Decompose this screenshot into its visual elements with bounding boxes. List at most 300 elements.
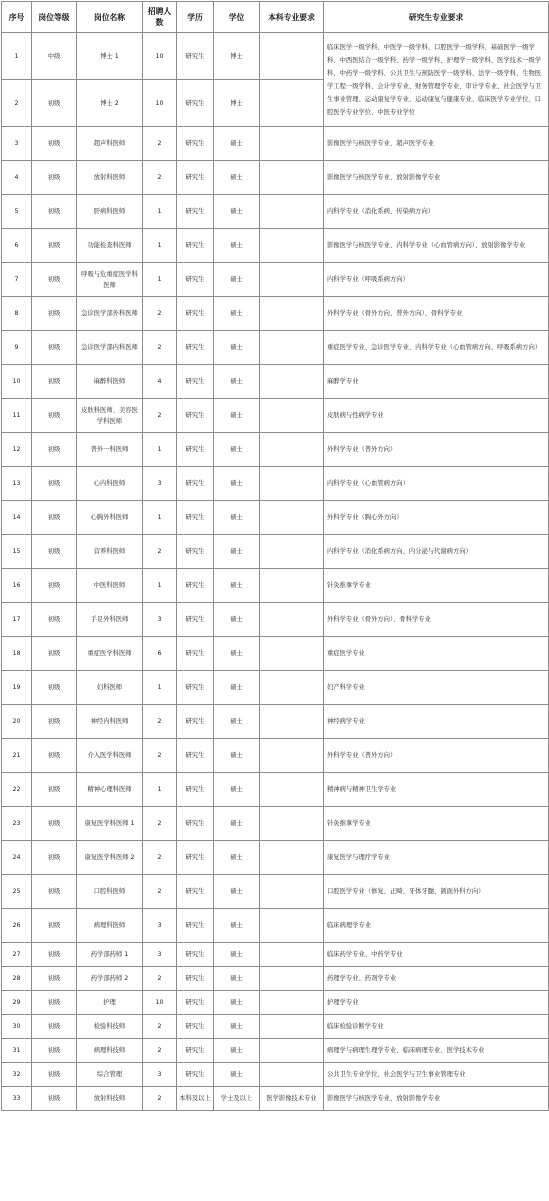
cell-grad-major: 护理学专业 (324, 991, 549, 1015)
cell-no: 33 (2, 1087, 32, 1111)
cell-undergrad-major (260, 297, 324, 331)
cell-level: 初级 (32, 263, 77, 297)
cell-level: 初级 (32, 467, 77, 501)
cell-count: 1 (143, 773, 177, 807)
cell-level: 初级 (32, 331, 77, 365)
cell-undergrad-major (260, 1039, 324, 1063)
cell-undergrad-major (260, 501, 324, 535)
cell-degree: 硕士 (214, 637, 260, 671)
cell-education: 研究生 (177, 875, 214, 909)
cell-no: 9 (2, 331, 32, 365)
table-row (2, 331, 549, 365)
cell-position: 妇科医师 (77, 671, 143, 705)
cell-count: 1 (143, 501, 177, 535)
cell-no: 17 (2, 603, 32, 637)
cell-undergrad-major (260, 603, 324, 637)
table-row (2, 535, 549, 569)
cell-no: 1 (2, 33, 32, 80)
cell-grad-major: 内科学专业（呼吸系病方向） (324, 263, 549, 297)
table-row (2, 807, 549, 841)
cell-education: 研究生 (177, 841, 214, 875)
table-row (2, 365, 549, 399)
table-row (2, 263, 549, 297)
cell-grad-major: 临床检验诊断学专业 (324, 1015, 549, 1039)
cell-grad-major: 精神病与精神卫生学专业 (324, 773, 549, 807)
cell-level: 初级 (32, 875, 77, 909)
cell-count: 10 (143, 80, 177, 127)
cell-no: 20 (2, 705, 32, 739)
cell-degree: 硕士 (214, 263, 260, 297)
cell-count: 1 (143, 569, 177, 603)
cell-undergrad-major: 医学影像技术专业 (260, 1087, 324, 1111)
cell-education: 研究生 (177, 80, 214, 127)
cell-education: 研究生 (177, 671, 214, 705)
cell-no: 22 (2, 773, 32, 807)
cell-count: 2 (143, 297, 177, 331)
cell-count: 2 (143, 399, 177, 433)
cell-count: 6 (143, 637, 177, 671)
cell-no: 28 (2, 967, 32, 991)
cell-grad-major: 影像医学与核医学专业、放射影像学专业 (324, 161, 549, 195)
cell-grad-major: 皮肤病与性病学专业 (324, 399, 549, 433)
cell-education: 研究生 (177, 229, 214, 263)
cell-education: 研究生 (177, 1039, 214, 1063)
cell-grad-major: 外科学专业（骨外方向、普外方向）、骨科学专业 (324, 297, 549, 331)
cell-position: 功能检查科医师 (77, 229, 143, 263)
cell-education: 研究生 (177, 1063, 214, 1087)
cell-grad-major: 影像医学与核医学专业、内科学专业（心血管病方向）、放射影像学专业 (324, 229, 549, 263)
cell-undergrad-major (260, 195, 324, 229)
table-row (2, 705, 549, 739)
cell-position: 肝病科医师 (77, 195, 143, 229)
cell-level: 初级 (32, 433, 77, 467)
cell-degree: 硕士 (214, 501, 260, 535)
header-no: 序号 (2, 2, 32, 33)
table-row (2, 467, 549, 501)
cell-level: 初级 (32, 161, 77, 195)
cell-count: 2 (143, 807, 177, 841)
cell-degree: 硕士 (214, 705, 260, 739)
cell-degree: 硕士 (214, 909, 260, 943)
table-row (2, 569, 549, 603)
cell-no: 18 (2, 637, 32, 671)
cell-undergrad-major (260, 637, 324, 671)
cell-education: 研究生 (177, 773, 214, 807)
cell-grad-major: 公共卫生专业学位、社会医学与卫生事业管理专业 (324, 1063, 549, 1087)
cell-level: 初级 (32, 80, 77, 127)
cell-position: 病理科医师 (77, 909, 143, 943)
cell-education: 研究生 (177, 433, 214, 467)
cell-education: 研究生 (177, 535, 214, 569)
cell-degree: 硕士 (214, 569, 260, 603)
table-row (2, 195, 549, 229)
cell-level: 初级 (32, 365, 77, 399)
cell-undergrad-major (260, 467, 324, 501)
cell-degree: 硕士 (214, 991, 260, 1015)
cell-grad-major: 病理学与病理生理学专业、临床病理专业、医学技术专业 (324, 1039, 549, 1063)
table-row (2, 967, 549, 991)
cell-grad-major: 临床病理学专业 (324, 909, 549, 943)
cell-education: 研究生 (177, 909, 214, 943)
table-row (2, 943, 549, 967)
cell-level: 初级 (32, 967, 77, 991)
cell-no: 26 (2, 909, 32, 943)
cell-position: 放射科技师 (77, 1087, 143, 1111)
cell-undergrad-major (260, 773, 324, 807)
cell-degree: 硕士 (214, 1039, 260, 1063)
cell-undergrad-major (260, 909, 324, 943)
table-row (2, 1063, 549, 1087)
cell-count: 3 (143, 467, 177, 501)
cell-level: 初级 (32, 399, 77, 433)
cell-grad-major: 麻醉学专业 (324, 365, 549, 399)
cell-no: 23 (2, 807, 32, 841)
cell-count: 10 (143, 991, 177, 1015)
table-row (2, 773, 549, 807)
cell-count: 2 (143, 1015, 177, 1039)
cell-no: 7 (2, 263, 32, 297)
cell-no: 4 (2, 161, 32, 195)
cell-count: 4 (143, 365, 177, 399)
cell-position: 药学部药师 1 (77, 943, 143, 967)
table-row (2, 739, 549, 773)
cell-position: 康复医学科医师 1 (77, 807, 143, 841)
cell-undergrad-major (260, 80, 324, 127)
recruitment-table (1, 1, 549, 1111)
cell-undergrad-major (260, 331, 324, 365)
cell-grad-major-phd: 临床医学一级学科、中医学一级学科、口腔医学一级学科、基础医学一级学科、中西医结合一级学科、药学一级学科、护理学一级学科、医学技术一级学科、中药学一级学科、公共卫生与预防医学一级学科、法学一级学科、生物医学工程一级学科、会计学专业、财务管理学专业、审计学专业、社会医学与卫生事业管理、运动康复学专业、运动康复与健康专业、临床医学专业学位、口腔医学专业学位、中医专业学位 (324, 33, 549, 127)
cell-level: 中级 (32, 33, 77, 80)
cell-position: 康复医学科医师 2 (77, 841, 143, 875)
cell-position: 精神心理科医师 (77, 773, 143, 807)
cell-grad-major: 外科学专业（普外方向） (324, 739, 549, 773)
cell-level: 初级 (32, 671, 77, 705)
cell-level: 初级 (32, 807, 77, 841)
cell-count: 1 (143, 671, 177, 705)
cell-no: 5 (2, 195, 32, 229)
cell-level: 初级 (32, 637, 77, 671)
cell-level: 初级 (32, 297, 77, 331)
cell-position: 神经内科医师 (77, 705, 143, 739)
table-row (2, 399, 549, 433)
cell-degree: 硕士 (214, 127, 260, 161)
cell-grad-major: 外科学专业（骨外方向）、骨科学专业 (324, 603, 549, 637)
cell-position: 综合管理 (77, 1063, 143, 1087)
header-grad-major: 研究生专业要求 (324, 2, 549, 33)
cell-position: 放射科医师 (77, 161, 143, 195)
cell-no: 29 (2, 991, 32, 1015)
cell-undergrad-major (260, 263, 324, 297)
cell-undergrad-major (260, 875, 324, 909)
cell-grad-major: 口腔医学专业（修复、正畸、牙体牙髓、颌面外科方向） (324, 875, 549, 909)
cell-position: 急诊医学部外科医师 (77, 297, 143, 331)
cell-degree: 硕士 (214, 967, 260, 991)
cell-position: 呼吸与危重症医学科医师 (77, 263, 143, 297)
cell-education: 研究生 (177, 739, 214, 773)
cell-degree: 硕士 (214, 1015, 260, 1039)
cell-degree: 学士及以上 (214, 1087, 260, 1111)
cell-degree: 硕士 (214, 773, 260, 807)
cell-position: 护理 (77, 991, 143, 1015)
cell-undergrad-major (260, 841, 324, 875)
cell-undergrad-major (260, 991, 324, 1015)
cell-undergrad-major (260, 569, 324, 603)
cell-no: 14 (2, 501, 32, 535)
cell-degree: 硕士 (214, 467, 260, 501)
cell-level: 初级 (32, 603, 77, 637)
cell-level: 初级 (32, 1015, 77, 1039)
cell-undergrad-major (260, 967, 324, 991)
cell-education: 研究生 (177, 1015, 214, 1039)
cell-grad-major: 重症医学专业、急诊医学专业、内科学专业（心血管病方向、呼吸系病方向） (324, 331, 549, 365)
cell-education: 研究生 (177, 637, 214, 671)
cell-undergrad-major (260, 807, 324, 841)
cell-grad-major: 药理学专业、药剂学专业 (324, 967, 549, 991)
cell-no: 15 (2, 535, 32, 569)
cell-count: 1 (143, 263, 177, 297)
table-row (2, 671, 549, 705)
cell-education: 研究生 (177, 195, 214, 229)
cell-level: 初级 (32, 705, 77, 739)
cell-undergrad-major (260, 671, 324, 705)
cell-education: 研究生 (177, 331, 214, 365)
cell-education: 研究生 (177, 467, 214, 501)
cell-education: 研究生 (177, 297, 214, 331)
cell-position: 营养科医师 (77, 535, 143, 569)
cell-undergrad-major (260, 1063, 324, 1087)
cell-grad-major: 外科学专业（普外方向） (324, 433, 549, 467)
cell-undergrad-major (260, 365, 324, 399)
cell-undergrad-major (260, 739, 324, 773)
cell-no: 13 (2, 467, 32, 501)
cell-degree: 硕士 (214, 433, 260, 467)
cell-undergrad-major (260, 161, 324, 195)
cell-count: 2 (143, 967, 177, 991)
cell-undergrad-major (260, 705, 324, 739)
cell-degree: 硕士 (214, 1063, 260, 1087)
cell-position: 检验科技师 (77, 1015, 143, 1039)
cell-level: 初级 (32, 1087, 77, 1111)
cell-degree: 硕士 (214, 331, 260, 365)
table-body (2, 33, 549, 1111)
cell-education: 研究生 (177, 807, 214, 841)
table-row (2, 909, 549, 943)
cell-degree: 硕士 (214, 841, 260, 875)
cell-level: 初级 (32, 773, 77, 807)
cell-position: 超声科医师 (77, 127, 143, 161)
cell-undergrad-major (260, 33, 324, 80)
header-count: 招聘人数 (143, 2, 177, 33)
cell-no: 12 (2, 433, 32, 467)
cell-no: 19 (2, 671, 32, 705)
cell-position: 普外一科医师 (77, 433, 143, 467)
table-row (2, 1015, 549, 1039)
cell-education: 本科及以上 (177, 1087, 214, 1111)
cell-degree: 硕士 (214, 535, 260, 569)
cell-undergrad-major (260, 433, 324, 467)
table-row (2, 161, 549, 195)
cell-position: 病理科技师 (77, 1039, 143, 1063)
cell-count: 1 (143, 195, 177, 229)
cell-no: 3 (2, 127, 32, 161)
table-row (2, 229, 549, 263)
cell-education: 研究生 (177, 991, 214, 1015)
cell-degree: 硕士 (214, 399, 260, 433)
table-header-row (2, 2, 549, 33)
cell-no: 2 (2, 80, 32, 127)
table-row (2, 875, 549, 909)
cell-grad-major: 内科学专业（心血管病方向） (324, 467, 549, 501)
cell-education: 研究生 (177, 569, 214, 603)
table-row (2, 1039, 549, 1063)
cell-grad-major: 内科学专业（消化系病、传染病方向） (324, 195, 549, 229)
cell-grad-major: 针灸推拿学专业 (324, 569, 549, 603)
cell-count: 2 (143, 875, 177, 909)
cell-position: 中医科医师 (77, 569, 143, 603)
cell-education: 研究生 (177, 161, 214, 195)
cell-degree: 硕士 (214, 229, 260, 263)
cell-degree: 硕士 (214, 365, 260, 399)
cell-degree: 硕士 (214, 943, 260, 967)
cell-level: 初级 (32, 1039, 77, 1063)
cell-count: 2 (143, 161, 177, 195)
cell-count: 2 (143, 1039, 177, 1063)
cell-education: 研究生 (177, 603, 214, 637)
cell-no: 8 (2, 297, 32, 331)
cell-no: 24 (2, 841, 32, 875)
cell-degree: 硕士 (214, 671, 260, 705)
cell-count: 1 (143, 229, 177, 263)
table-row (2, 297, 549, 331)
cell-degree: 博士 (214, 80, 260, 127)
table-row (2, 841, 549, 875)
cell-no: 27 (2, 943, 32, 967)
cell-undergrad-major (260, 535, 324, 569)
header-education: 学历 (177, 2, 214, 33)
cell-degree: 硕士 (214, 195, 260, 229)
cell-no: 16 (2, 569, 32, 603)
cell-count: 3 (143, 909, 177, 943)
cell-position: 重症医学科医师 (77, 637, 143, 671)
cell-education: 研究生 (177, 365, 214, 399)
cell-education: 研究生 (177, 263, 214, 297)
cell-position: 麻醉科医师 (77, 365, 143, 399)
cell-level: 初级 (32, 127, 77, 161)
cell-count: 2 (143, 1087, 177, 1111)
cell-undergrad-major (260, 943, 324, 967)
cell-degree: 博士 (214, 33, 260, 80)
cell-level: 初级 (32, 909, 77, 943)
table-row (2, 433, 549, 467)
cell-grad-major: 妇产科学专业 (324, 671, 549, 705)
table-row (2, 127, 549, 161)
cell-education: 研究生 (177, 501, 214, 535)
cell-education: 研究生 (177, 967, 214, 991)
cell-position: 口腔科医师 (77, 875, 143, 909)
cell-count: 10 (143, 33, 177, 80)
cell-level: 初级 (32, 535, 77, 569)
cell-education: 研究生 (177, 399, 214, 433)
header-level: 岗位等级 (32, 2, 77, 33)
cell-level: 初级 (32, 569, 77, 603)
cell-degree: 硕士 (214, 297, 260, 331)
cell-undergrad-major (260, 399, 324, 433)
cell-undergrad-major (260, 229, 324, 263)
cell-no: 31 (2, 1039, 32, 1063)
cell-count: 3 (143, 603, 177, 637)
cell-level: 初级 (32, 991, 77, 1015)
cell-undergrad-major (260, 1015, 324, 1039)
cell-level: 初级 (32, 739, 77, 773)
header-degree: 学位 (214, 2, 260, 33)
cell-education: 研究生 (177, 127, 214, 161)
cell-position: 皮肤科医师、美容医学科医师 (77, 399, 143, 433)
cell-no: 11 (2, 399, 32, 433)
cell-education: 研究生 (177, 33, 214, 80)
cell-position: 心内科医师 (77, 467, 143, 501)
cell-level: 初级 (32, 195, 77, 229)
cell-position: 急诊医学部内科医师 (77, 331, 143, 365)
table-row (2, 637, 549, 671)
cell-grad-major: 影像医学与核医学专业、放射影像学专业 (324, 1087, 549, 1111)
header-position: 岗位名称 (77, 2, 143, 33)
cell-no: 32 (2, 1063, 32, 1087)
cell-position: 手足外科医师 (77, 603, 143, 637)
cell-grad-major: 重症医学专业 (324, 637, 549, 671)
cell-no: 6 (2, 229, 32, 263)
cell-count: 2 (143, 841, 177, 875)
table-row (2, 33, 549, 80)
header-undergrad-major: 本科专业要求 (260, 2, 324, 33)
cell-education: 研究生 (177, 943, 214, 967)
cell-degree: 硕士 (214, 739, 260, 773)
cell-count: 3 (143, 1063, 177, 1087)
cell-position: 药学部药师 2 (77, 967, 143, 991)
cell-count: 3 (143, 943, 177, 967)
table-row (2, 603, 549, 637)
table-row (2, 991, 549, 1015)
cell-degree: 硕士 (214, 603, 260, 637)
cell-count: 2 (143, 535, 177, 569)
cell-position: 博士 1 (77, 33, 143, 80)
cell-grad-major: 外科学专业（胸心外方向） (324, 501, 549, 535)
cell-position: 心胸外科医师 (77, 501, 143, 535)
table-row (2, 1087, 549, 1111)
cell-count: 2 (143, 739, 177, 773)
cell-no: 30 (2, 1015, 32, 1039)
cell-level: 初级 (32, 841, 77, 875)
cell-degree: 硕士 (214, 161, 260, 195)
cell-grad-major: 神经病学专业 (324, 705, 549, 739)
cell-no: 25 (2, 875, 32, 909)
cell-grad-major: 内科学专业（消化系病方向、内分泌与代谢病方向） (324, 535, 549, 569)
cell-count: 2 (143, 127, 177, 161)
cell-level: 初级 (32, 229, 77, 263)
cell-no: 21 (2, 739, 32, 773)
cell-education: 研究生 (177, 705, 214, 739)
cell-level: 初级 (32, 1063, 77, 1087)
cell-degree: 硕士 (214, 807, 260, 841)
cell-grad-major: 康复医学与理疗学专业 (324, 841, 549, 875)
cell-undergrad-major (260, 127, 324, 161)
cell-position: 介入医学科医师 (77, 739, 143, 773)
cell-level: 初级 (32, 501, 77, 535)
cell-level: 初级 (32, 943, 77, 967)
cell-position: 博士 2 (77, 80, 143, 127)
cell-no: 10 (2, 365, 32, 399)
cell-grad-major: 临床药学专业、中药学专业 (324, 943, 549, 967)
cell-count: 1 (143, 433, 177, 467)
